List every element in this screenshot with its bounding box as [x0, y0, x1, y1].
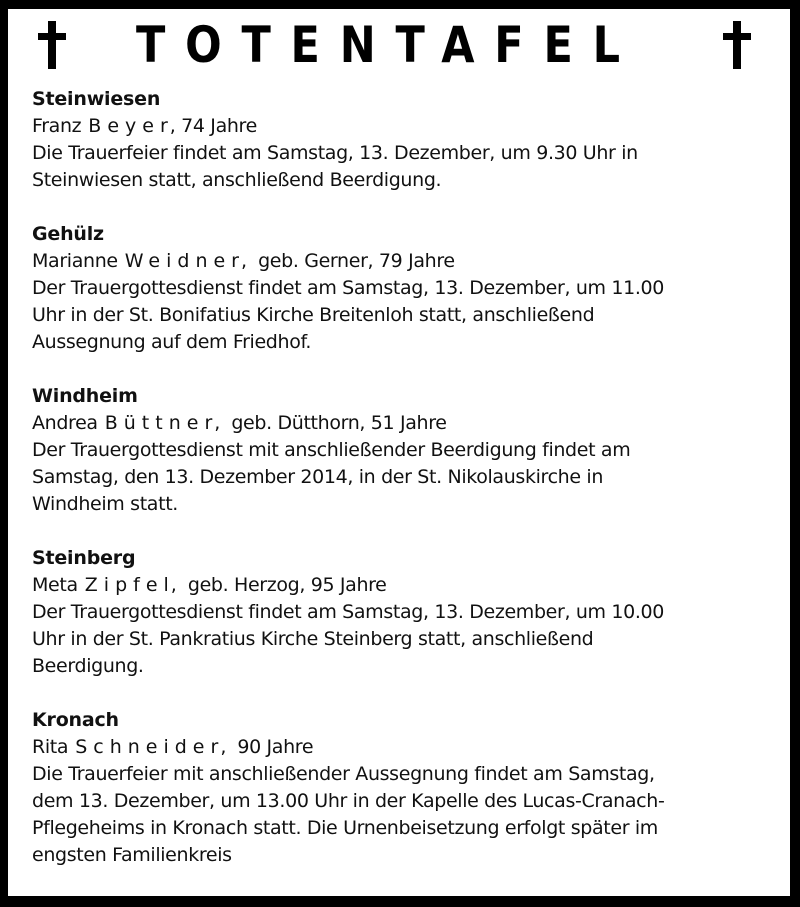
- obituary-entry: [32, 707, 782, 869]
- surname: Schneider: [75, 736, 225, 758]
- detail-line: Der Trauergottesdienst findet am Samstag, 13. Dezember, um 10.00: [32, 601, 665, 623]
- surname: Beyer: [88, 115, 174, 137]
- place-heading: Kronach: [32, 709, 119, 731]
- detail-line: Uhr in der St. Pankratius Kirche Steinberg statt, anschließend: [32, 628, 594, 650]
- obituary-entry: [32, 545, 782, 680]
- detail-line: Pflegeheims in Kronach statt. Die Urnenbeisetzung erfolgt später im: [32, 817, 658, 839]
- detail-line: Uhr in der St. Bonifatius Kirche Breitenloh statt, anschließend: [32, 304, 595, 326]
- detail-line: Windheim statt.: [32, 493, 178, 515]
- detail-line: engsten Familienkreis: [32, 844, 232, 866]
- name-line: [32, 113, 782, 140]
- detail-line: dem 13. Dezember, um 13.00 Uhr in der Kapelle des Lucas-Cranach-: [32, 790, 665, 812]
- detail-line: Beerdigung.: [32, 655, 144, 677]
- place-heading: Steinwiesen: [32, 88, 161, 110]
- name-details: , geb. Herzog, 95 Jahre: [170, 574, 387, 596]
- first-name: Andrea: [32, 412, 98, 434]
- name-details: , geb. Dütthorn, 51 Jahre: [214, 412, 447, 434]
- surname: Weidner: [124, 250, 245, 272]
- obituary-entry: [32, 383, 782, 518]
- name-details: , geb. Gerner, 79 Jahre: [241, 250, 455, 272]
- detail-line: Die Trauerfeier mit anschließender Aussegnung findet am Samstag,: [32, 763, 655, 785]
- place-heading: Steinberg: [32, 547, 136, 569]
- entries-list: [32, 86, 782, 896]
- detail-line: Die Trauerfeier findet am Samstag, 13. Dezember, um 9.30 Uhr in: [32, 142, 638, 164]
- detail-line: Aussegnung auf dem Friedhof.: [32, 331, 312, 353]
- name-line: [32, 572, 782, 599]
- name-line: [32, 248, 782, 275]
- name-details: , 90 Jahre: [220, 736, 314, 758]
- obituary-entry: [32, 86, 782, 194]
- cross-icon: [38, 21, 68, 69]
- surname: Büttner: [104, 412, 219, 434]
- detail-line: Der Trauergottesdienst findet am Samstag, 13. Dezember, um 11.00: [32, 277, 665, 299]
- detail-line: Der Trauergottesdienst mit anschließender Beerdigung findet am: [32, 439, 631, 461]
- detail-line: Samstag, den 13. Dezember 2014, in der St. Nikolauskirche in: [32, 466, 604, 488]
- surname: Zipfel: [84, 574, 175, 596]
- name-details: , 74 Jahre: [169, 115, 257, 137]
- place-heading: Gehülz: [32, 223, 104, 245]
- obituary-board: [8, 9, 790, 896]
- name-line: [32, 734, 782, 761]
- cross-icon: [723, 21, 753, 69]
- first-name: Marianne: [32, 250, 118, 272]
- first-name: Meta: [32, 574, 78, 596]
- first-name: Rita: [32, 736, 69, 758]
- header: [8, 16, 790, 74]
- page-title: TOTENTAFEL: [136, 16, 640, 74]
- first-name: Franz: [32, 115, 82, 137]
- name-line: [32, 410, 782, 437]
- obituary-entry: [32, 221, 782, 356]
- detail-line: Steinwiesen statt, anschließend Beerdigung.: [32, 169, 442, 191]
- place-heading: Windheim: [32, 385, 138, 407]
